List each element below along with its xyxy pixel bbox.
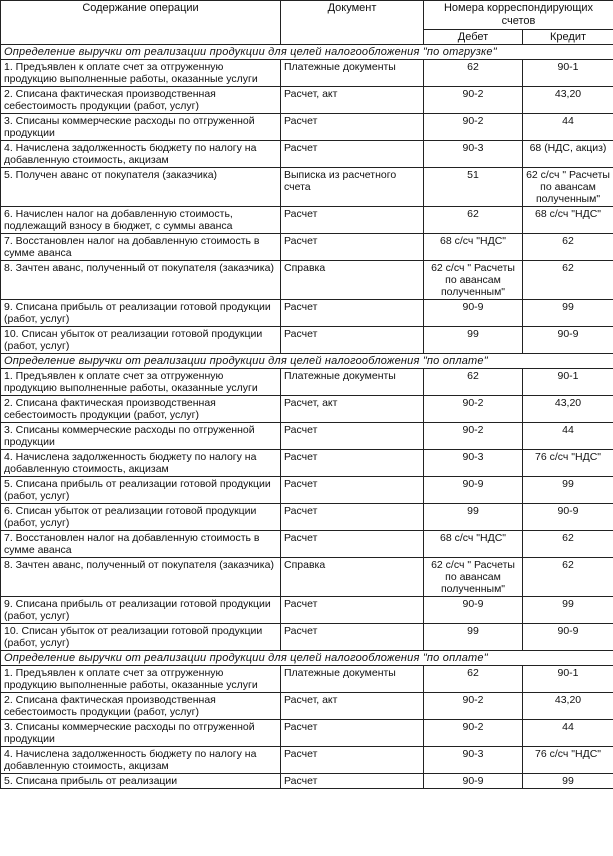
debit-cell: 90-2: [424, 87, 523, 114]
operation-cell: 2. Списана фактическая производственная себестоимость продукции (работ, услуг): [1, 396, 281, 423]
credit-cell: 90-1: [523, 666, 613, 693]
credit-cell: 62: [523, 558, 613, 597]
debit-cell: 90-9: [424, 774, 523, 789]
header-debit: Дебет: [424, 30, 523, 45]
debit-cell: 90-9: [424, 597, 523, 624]
debit-cell: 62 с/сч " Расчеты по авансам полученным": [424, 558, 523, 597]
operation-cell: 10. Списан убыток от реализации готовой продукции (работ, услуг): [1, 624, 281, 651]
table-row: [1, 666, 613, 693]
section-row: [1, 354, 613, 369]
credit-cell: 62: [523, 234, 613, 261]
document-cell: Расчет: [281, 114, 424, 141]
operation-cell: 7. Восстановлен налог на добавленную стоимость в сумме аванса: [1, 234, 281, 261]
credit-cell: 44: [523, 114, 613, 141]
credit-cell: 76 с/сч "НДС": [523, 450, 613, 477]
table-row: [1, 141, 613, 168]
table-row: [1, 450, 613, 477]
table-row: [1, 207, 613, 234]
operation-cell: 5. Получен аванс от покупателя (заказчика): [1, 168, 281, 207]
document-cell: Выписка из расчетного счета: [281, 168, 424, 207]
credit-cell: 90-9: [523, 327, 613, 354]
operation-cell: 8. Зачтен аванс, полученный от покупателя (заказчика): [1, 558, 281, 597]
operation-cell: 10. Списан убыток от реализации готовой продукции (работ, услуг): [1, 327, 281, 354]
document-cell: Справка: [281, 558, 424, 597]
credit-cell: 68 (НДС, акциз): [523, 141, 613, 168]
document-cell: Расчет: [281, 234, 424, 261]
table-row: [1, 396, 613, 423]
debit-cell: 62: [424, 369, 523, 396]
debit-cell: 99: [424, 504, 523, 531]
operation-cell: 5. Списана прибыль от реализации: [1, 774, 281, 789]
table-row: [1, 261, 613, 300]
table-body: [1, 45, 613, 789]
table-row: [1, 477, 613, 504]
debit-cell: 90-3: [424, 747, 523, 774]
debit-cell: 90-2: [424, 396, 523, 423]
document-cell: Расчет: [281, 207, 424, 234]
table-row: [1, 114, 613, 141]
credit-cell: 44: [523, 423, 613, 450]
table-row: [1, 423, 613, 450]
debit-cell: 62: [424, 666, 523, 693]
table-row: [1, 597, 613, 624]
operation-cell: 6. Списан убыток от реализации готовой продукции (работ, услуг): [1, 504, 281, 531]
operation-cell: 4. Начислена задолженность бюджету по налогу на добавленную стоимость, акцизам: [1, 450, 281, 477]
credit-cell: 43,20: [523, 693, 613, 720]
document-cell: Платежные документы: [281, 666, 424, 693]
table-row: [1, 87, 613, 114]
header-operation: Содержание операции: [1, 1, 281, 45]
document-cell: Расчет: [281, 504, 424, 531]
header-accounts: Номера корреспондирующих счетов: [424, 1, 613, 30]
table-row: [1, 300, 613, 327]
credit-cell: 76 с/сч "НДС": [523, 747, 613, 774]
credit-cell: 99: [523, 774, 613, 789]
operation-cell: 1. Предъявлен к оплате счет за отгруженную продукцию выполненные работы, оказанные услуги: [1, 369, 281, 396]
document-cell: Платежные документы: [281, 369, 424, 396]
document-cell: Расчет: [281, 327, 424, 354]
debit-cell: 51: [424, 168, 523, 207]
debit-cell: 99: [424, 327, 523, 354]
table-row: [1, 558, 613, 597]
credit-cell: 62 с/сч " Расчеты по авансам полученным": [523, 168, 613, 207]
credit-cell: 68 с/сч "НДС": [523, 207, 613, 234]
document-cell: Расчет, акт: [281, 87, 424, 114]
debit-cell: 68 с/сч "НДС": [424, 234, 523, 261]
debit-cell: 90-9: [424, 300, 523, 327]
document-cell: Расчет: [281, 624, 424, 651]
section-title: Определение выручки от реализации продукции для целей налогообложения "по оплате": [1, 651, 613, 666]
operation-cell: 8. Зачтен аванс, полученный от покупателя (заказчика): [1, 261, 281, 300]
document-cell: Расчет, акт: [281, 396, 424, 423]
document-cell: Расчет: [281, 423, 424, 450]
credit-cell: 99: [523, 477, 613, 504]
operation-cell: 2. Списана фактическая производственная себестоимость продукции (работ, услуг): [1, 87, 281, 114]
document-cell: Расчет: [281, 300, 424, 327]
operation-cell: 6. Начислен налог на добавленную стоимость, подлежащий взносу в бюджет, с суммы аванса: [1, 207, 281, 234]
debit-cell: 99: [424, 624, 523, 651]
table-row: [1, 327, 613, 354]
credit-cell: 62: [523, 261, 613, 300]
document-cell: Расчет: [281, 597, 424, 624]
table-row: [1, 747, 613, 774]
table-row: [1, 504, 613, 531]
table-row: [1, 693, 613, 720]
section-title: Определение выручки от реализации продукции для целей налогообложения "по оплате": [1, 354, 613, 369]
document-cell: Расчет, акт: [281, 693, 424, 720]
table-row: [1, 234, 613, 261]
operation-cell: 5. Списана прибыль от реализации готовой продукции (работ, услуг): [1, 477, 281, 504]
table-row: [1, 720, 613, 747]
debit-cell: 62: [424, 60, 523, 87]
operation-cell: 4. Начислена задолженность бюджету по налогу на добавленную стоимость, акцизам: [1, 747, 281, 774]
debit-cell: 90-2: [424, 720, 523, 747]
header-credit: Кредит: [523, 30, 613, 45]
debit-cell: 62 с/сч " Расчеты по авансам полученным": [424, 261, 523, 300]
debit-cell: 90-3: [424, 450, 523, 477]
table-row: [1, 531, 613, 558]
document-cell: Расчет: [281, 774, 424, 789]
header-document: Документ: [281, 1, 424, 45]
debit-cell: 90-9: [424, 477, 523, 504]
document-cell: Расчет: [281, 450, 424, 477]
document-cell: Расчет: [281, 747, 424, 774]
operation-cell: 3. Списаны коммерческие расходы по отгруженной продукции: [1, 114, 281, 141]
credit-cell: 43,20: [523, 87, 613, 114]
section-row: [1, 45, 613, 60]
table-row: [1, 369, 613, 396]
document-cell: Расчет: [281, 477, 424, 504]
table-row: [1, 624, 613, 651]
credit-cell: 90-9: [523, 504, 613, 531]
debit-cell: 90-2: [424, 423, 523, 450]
table-header: [1, 1, 613, 45]
document-cell: Расчет: [281, 720, 424, 747]
credit-cell: 90-9: [523, 624, 613, 651]
section-row: [1, 651, 613, 666]
debit-cell: 68 с/сч "НДС": [424, 531, 523, 558]
credit-cell: 44: [523, 720, 613, 747]
operation-cell: 9. Списана прибыль от реализации готовой продукции (работ, услуг): [1, 300, 281, 327]
debit-cell: 90-2: [424, 693, 523, 720]
credit-cell: 90-1: [523, 369, 613, 396]
document-cell: Расчет: [281, 141, 424, 168]
credit-cell: 99: [523, 300, 613, 327]
table-row: [1, 774, 613, 789]
debit-cell: 90-3: [424, 141, 523, 168]
document-cell: Справка: [281, 261, 424, 300]
credit-cell: 99: [523, 597, 613, 624]
operation-cell: 1. Предъявлен к оплате счет за отгруженную продукцию выполненные работы, оказанные услуги: [1, 60, 281, 87]
operation-cell: 3. Списаны коммерческие расходы по отгруженной продукции: [1, 720, 281, 747]
operation-cell: 1. Предъявлен к оплате счет за отгруженную продукцию выполненные работы, оказанные услуги: [1, 666, 281, 693]
operation-cell: 3. Списаны коммерческие расходы по отгруженной продукции: [1, 423, 281, 450]
debit-cell: 62: [424, 207, 523, 234]
operation-cell: 4. Начислена задолженность бюджету по налогу на добавленную стоимость, акцизам: [1, 141, 281, 168]
debit-cell: 90-2: [424, 114, 523, 141]
table-row: [1, 60, 613, 87]
document-cell: Платежные документы: [281, 60, 424, 87]
table-row: [1, 168, 613, 207]
credit-cell: 62: [523, 531, 613, 558]
credit-cell: 43,20: [523, 396, 613, 423]
section-title: Определение выручки от реализации продукции для целей налогообложения "по отгрузке": [1, 45, 613, 60]
operation-cell: 2. Списана фактическая производственная себестоимость продукции (работ, услуг): [1, 693, 281, 720]
operation-cell: 7. Восстановлен налог на добавленную стоимость в сумме аванса: [1, 531, 281, 558]
document-cell: Расчет: [281, 531, 424, 558]
operation-cell: 9. Списана прибыль от реализации готовой продукции (работ, услуг): [1, 597, 281, 624]
credit-cell: 90-1: [523, 60, 613, 87]
